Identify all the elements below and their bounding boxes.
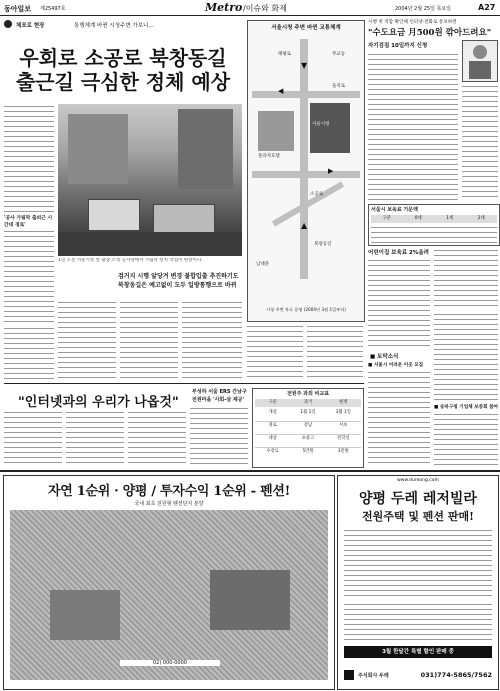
kicker-bar: [4, 20, 240, 30]
notice-heading: ■ 토막소식: [370, 354, 399, 360]
fee-table-body: [371, 225, 497, 243]
comparison-cell: 초중고: [301, 436, 315, 441]
comparison-cell: 3만원: [337, 449, 349, 454]
main-headline-line1: 우회로 소공로 북창동길: [19, 46, 227, 70]
comparison-cell: 1월 1일: [300, 410, 316, 415]
photo-caption: 1일 오전 서울시청 앞 광장 조성 공사장에서 가림막 설치 작업이 한창이다.: [58, 258, 203, 263]
map-road-diagonal: [272, 181, 344, 226]
interview-headline: "인터넷과의 우리가 나옵것": [18, 395, 179, 410]
notice-item: ■ 송파구청 기업체 보증회 참여: [434, 405, 498, 410]
inline-subhead: '공사 가림막 출퇴근 시간대 경로': [4, 216, 53, 228]
map-arrow: ▶: [328, 167, 334, 175]
issue-number: 제25497호: [40, 6, 66, 12]
pension-ad-sub: 국내 최초 전원형 펜션단지 분양: [134, 501, 204, 507]
main-headline: [4, 46, 242, 94]
comparison-row: [255, 448, 361, 460]
villa-ad-details: [344, 602, 492, 642]
map-road-vertical: [300, 39, 308, 279]
body-column: [58, 300, 116, 380]
pension-ad-headline: 자연 1순위 · 양평 / 투자수익 1순위 - 펜션!: [47, 484, 291, 499]
comparison-header: 과거: [303, 400, 313, 405]
pension-ad-house: [210, 570, 290, 630]
comparison-cell: 서초: [339, 423, 348, 428]
map-label: 북창동길: [314, 242, 332, 247]
villa-ad-company: 주식회사 두레: [358, 672, 389, 679]
notice-body: [368, 370, 430, 466]
main-subhead: [118, 272, 242, 290]
body-column: [182, 300, 242, 380]
street-photo: [58, 104, 242, 256]
sidebar-kicker: 시행 첫 적합 확인해 인터넷·전화로 통보하면: [368, 20, 457, 25]
daycare-headline: 어린이집 보육료 2%올려: [368, 250, 429, 256]
kicker-badge: [4, 20, 12, 28]
villa-ad-banner: [344, 646, 492, 658]
fee-table-header: 1세: [446, 216, 454, 221]
map-arrow: ◀: [278, 87, 284, 95]
main-subhead-line1: 검거지 시행 앞당겨 변경 불합입출 추진하기도: [118, 273, 239, 280]
body-column: [120, 300, 178, 380]
kicker-tag: 체포로 현장: [16, 23, 45, 29]
comparison-header-row: [255, 399, 361, 407]
page-number: A27: [478, 3, 496, 12]
daycare-body: [434, 248, 498, 308]
map-label: 서울시청: [312, 122, 330, 127]
villa-ad: [337, 475, 499, 690]
ad-divider: [0, 470, 500, 472]
map-plaza-block: [258, 111, 294, 151]
map-title: 서울시청 주변 바뀐 교통체계: [271, 25, 341, 31]
comparison-table: [252, 388, 364, 468]
notice-item: ■ 서울시 어려운 이웃 모집: [368, 363, 424, 368]
comparison-row: [255, 422, 361, 435]
interview-body: [4, 410, 62, 466]
photo-bus: [153, 204, 215, 234]
interview-body: [66, 410, 124, 466]
comparison-header: 현재: [339, 400, 348, 405]
comparison-cell: 수강료: [266, 449, 279, 454]
comparison-header: 구분: [268, 400, 277, 405]
map-label: 소공로: [310, 192, 324, 197]
map-label: 플라자호텔: [258, 154, 280, 159]
villa-ad-url: www.dureong.com: [397, 478, 439, 483]
photo-building: [68, 114, 128, 184]
comparison-cell: 경로: [268, 423, 277, 428]
photo-bus: [88, 199, 140, 231]
issue-date: 2004년 2월 25일 목요일: [395, 6, 452, 12]
map-footer: 시청 주변 차로 운영 (2004년 3월 1일부터): [266, 307, 346, 312]
comparison-table-title: 전원주 과외 비교표: [286, 391, 330, 397]
body-column-map-lower: [247, 324, 303, 380]
notice-body: [434, 412, 498, 466]
comparison-row: [255, 409, 361, 422]
section-name: 이슈와 화제: [245, 4, 287, 13]
main-headline-line2: 출근길 극심한 정체 예상: [15, 70, 231, 94]
header-rule: [0, 15, 500, 16]
person-head: [473, 45, 487, 59]
comparison-cell: 개설: [268, 410, 277, 415]
kicker-text: 통행체계 바뀐 시청주변 가보니…: [74, 23, 154, 29]
interview-body: [128, 410, 186, 466]
main-subhead-line2: 북창동길은 예고없이 도두 일방통행으로 바뀌: [118, 282, 237, 289]
fee-table-header: 2세: [477, 216, 485, 221]
map-road-horizontal: [252, 171, 360, 178]
villa-ad-phone: 031)774-5865/7562: [420, 671, 492, 679]
masthead: [0, 0, 500, 16]
map-cityhall-block: [310, 103, 350, 153]
interview-body: [190, 406, 248, 466]
villa-ad-footer: [344, 666, 492, 684]
map-arrow: ▲: [301, 221, 308, 230]
pension-ad-contact: 02) 000-0000: [120, 660, 220, 666]
map-road-horizontal: [252, 91, 360, 98]
photo-road: [58, 232, 242, 256]
villa-ad-headline-1: 양평 두레 레저빌라: [359, 491, 477, 507]
villa-ad-discount: 3월 한달간 특별 할인 판매 중: [382, 649, 454, 655]
notice-body: [434, 312, 498, 402]
person-body: [469, 61, 491, 79]
comparison-cell: 5만원: [302, 449, 314, 454]
fee-table-header: 구분: [382, 216, 391, 221]
comparison-cell: 강남: [303, 423, 313, 428]
sidebar-subhead: 자기검침 10일까지 신청: [368, 43, 428, 49]
section-rule: [4, 383, 364, 384]
map-label: 남대문: [256, 262, 270, 267]
sidebar-body: [462, 84, 498, 200]
body-column-map-lower: [307, 324, 363, 380]
pension-ad-photo: [10, 510, 328, 680]
villa-ad-body: [344, 528, 492, 598]
sidebar-headline: "수도요금 月500원 깎아드려요": [368, 28, 492, 38]
fee-table-header: 0세: [414, 216, 422, 221]
map-label: 태평로: [278, 52, 292, 57]
pension-ad: [3, 475, 335, 690]
photo-building: [178, 109, 233, 189]
daycare-body: [368, 258, 430, 348]
interview-byline: 부성하 서울 ERS 간남구: [192, 389, 247, 395]
comparison-row: [255, 435, 361, 448]
person-illustration: [462, 40, 498, 82]
sidebar-body: [368, 52, 458, 200]
villa-ad-headline-2: 전원주택 및 펜션 판매!: [362, 510, 474, 523]
map-arrow: ▼: [301, 61, 308, 70]
map-label: 무교동: [332, 52, 346, 57]
fee-table-header-row: [371, 215, 497, 223]
fee-box: [368, 204, 500, 246]
map-label: 을지로: [332, 84, 346, 89]
company-logo-icon: [344, 670, 354, 680]
pension-ad-house: [50, 590, 120, 640]
comparison-cell: 전학년: [337, 436, 350, 441]
section-logo: Metro: [205, 1, 243, 14]
paper-name: 동아일보: [4, 5, 32, 13]
interview-subline: 전원마을 '사회-살 제공': [192, 397, 245, 403]
comparison-cell: 3월 1일: [335, 410, 351, 415]
body-column-left-lower: [4, 326, 54, 380]
comparison-cell: 대상: [268, 436, 277, 441]
fee-box-title: 서울시 보육료 가문액: [371, 207, 418, 213]
section-title: /이슈와 화제: [243, 4, 287, 13]
traffic-map: [247, 20, 365, 322]
